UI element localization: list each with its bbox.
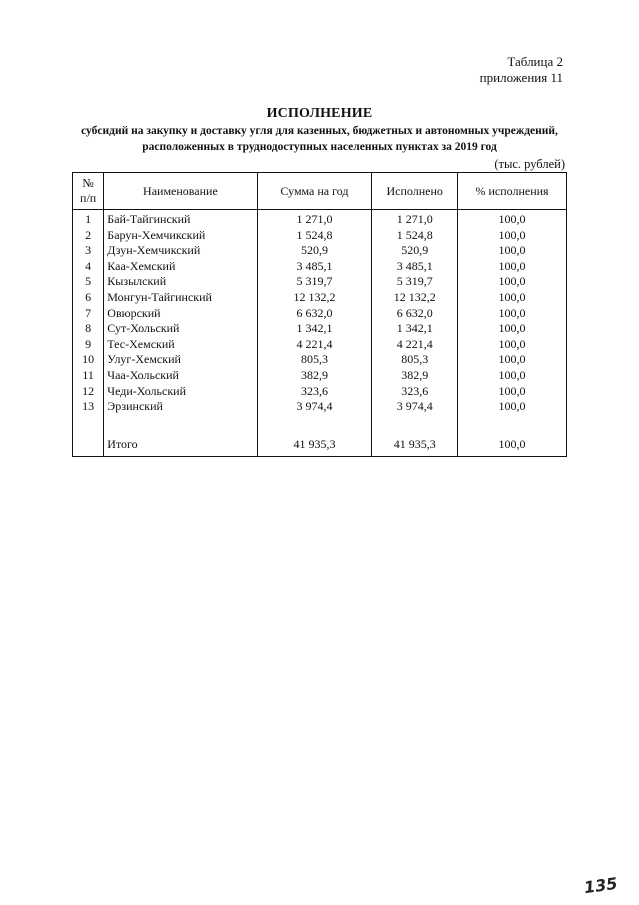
row-done: 1 524,8	[372, 228, 458, 244]
row-num: 2	[73, 228, 104, 244]
row-done: 3 485,1	[372, 259, 458, 275]
row-sum: 323,6	[257, 384, 372, 400]
row-sum: 5 319,7	[257, 274, 372, 290]
row-num: 7	[73, 306, 104, 322]
row-num: 13	[73, 399, 104, 415]
row-done: 323,6	[372, 384, 458, 400]
total-sum: 41 935,3	[257, 434, 372, 457]
row-pct: 100,0	[458, 321, 567, 337]
row-name: Эрзинский	[104, 399, 257, 415]
total-num	[73, 434, 104, 457]
row-sum: 1 342,1	[257, 321, 372, 337]
table-row	[73, 321, 567, 337]
header-num-line1: №	[82, 176, 94, 190]
unit-note: (тыс. рублей)	[494, 157, 565, 171]
row-pct: 100,0	[458, 274, 567, 290]
row-num: 10	[73, 352, 104, 368]
table-row	[73, 274, 567, 290]
row-name: Чаа-Хольский	[104, 368, 257, 384]
table-row	[73, 290, 567, 306]
row-done: 805,3	[372, 352, 458, 368]
row-sum: 805,3	[257, 352, 372, 368]
row-name: Сут-Хольский	[104, 321, 257, 337]
row-pct: 100,0	[458, 337, 567, 353]
row-pct: 100,0	[458, 290, 567, 306]
table-row	[73, 384, 567, 400]
row-pct: 100,0	[458, 352, 567, 368]
row-pct: 100,0	[458, 384, 567, 400]
row-name: Каа-Хемский	[104, 259, 257, 275]
row-num: 8	[73, 321, 104, 337]
row-sum: 4 221,4	[257, 337, 372, 353]
row-sum: 12 132,2	[257, 290, 372, 306]
header-name: Наименование	[104, 173, 257, 210]
row-done: 1 342,1	[372, 321, 458, 337]
row-num: 5	[73, 274, 104, 290]
row-name: Дзун-Хемчикский	[104, 243, 257, 259]
row-done: 520,9	[372, 243, 458, 259]
row-done: 6 632,0	[372, 306, 458, 322]
handwritten-page-number: 135	[582, 873, 619, 898]
total-done: 41 935,3	[372, 434, 458, 457]
row-name: Овюрский	[104, 306, 257, 322]
row-name: Чеди-Хольский	[104, 384, 257, 400]
row-sum: 1 271,0	[257, 210, 372, 228]
row-num: 12	[73, 384, 104, 400]
row-num: 4	[73, 259, 104, 275]
table-reference-line1: Таблица 2	[507, 54, 563, 69]
row-num: 11	[73, 368, 104, 384]
header-num-line2: п/п	[80, 191, 97, 205]
row-sum: 6 632,0	[257, 306, 372, 322]
row-name: Тес-Хемский	[104, 337, 257, 353]
row-name: Улуг-Хемский	[104, 352, 257, 368]
row-done: 12 132,2	[372, 290, 458, 306]
row-name: Бай-Тайгинский	[104, 210, 257, 228]
row-num: 1	[73, 210, 104, 228]
header-pct: % исполнения	[458, 173, 567, 210]
document-subtitle: субсидий на закупку и доставку угля для казенных, бюджетных и автономных учреждений, расположенных в труднодоступных населенных пунктах за 2019 год	[81, 125, 558, 153]
table-row	[73, 259, 567, 275]
row-pct: 100,0	[458, 228, 567, 244]
row-sum: 3 485,1	[257, 259, 372, 275]
table-reference-line2: приложения 11	[479, 70, 563, 85]
row-done: 5 319,7	[372, 274, 458, 290]
row-done: 382,9	[372, 368, 458, 384]
execution-table	[72, 172, 567, 457]
row-pct: 100,0	[458, 368, 567, 384]
table-row	[73, 243, 567, 259]
spacer-row	[73, 415, 567, 434]
table-row	[73, 337, 567, 353]
total-pct: 100,0	[458, 434, 567, 457]
row-sum: 520,9	[257, 243, 372, 259]
row-pct: 100,0	[458, 243, 567, 259]
table-row	[73, 352, 567, 368]
row-num: 3	[73, 243, 104, 259]
document-title: ИСПОЛНЕНИЕ	[266, 106, 373, 121]
table-header-row	[73, 173, 567, 210]
row-done: 1 271,0	[372, 210, 458, 228]
row-done: 4 221,4	[372, 337, 458, 353]
table-row	[73, 210, 567, 228]
table-row	[73, 306, 567, 322]
header-done: Исполнено	[372, 173, 458, 210]
header-num	[73, 173, 104, 210]
row-sum: 1 524,8	[257, 228, 372, 244]
total-row	[73, 434, 567, 457]
row-pct: 100,0	[458, 210, 567, 228]
table-row	[73, 368, 567, 384]
total-label: Итого	[104, 434, 257, 457]
row-name: Монгун-Тайгинский	[104, 290, 257, 306]
row-sum: 3 974,4	[257, 399, 372, 415]
row-name: Барун-Хемчикский	[104, 228, 257, 244]
table-row	[73, 228, 567, 244]
row-name: Кызылский	[104, 274, 257, 290]
row-pct: 100,0	[458, 306, 567, 322]
row-pct: 100,0	[458, 399, 567, 415]
row-done: 3 974,4	[372, 399, 458, 415]
header-sum: Сумма на год	[257, 173, 372, 210]
table-row	[73, 399, 567, 415]
row-num: 9	[73, 337, 104, 353]
row-num: 6	[73, 290, 104, 306]
row-pct: 100,0	[458, 259, 567, 275]
row-sum: 382,9	[257, 368, 372, 384]
